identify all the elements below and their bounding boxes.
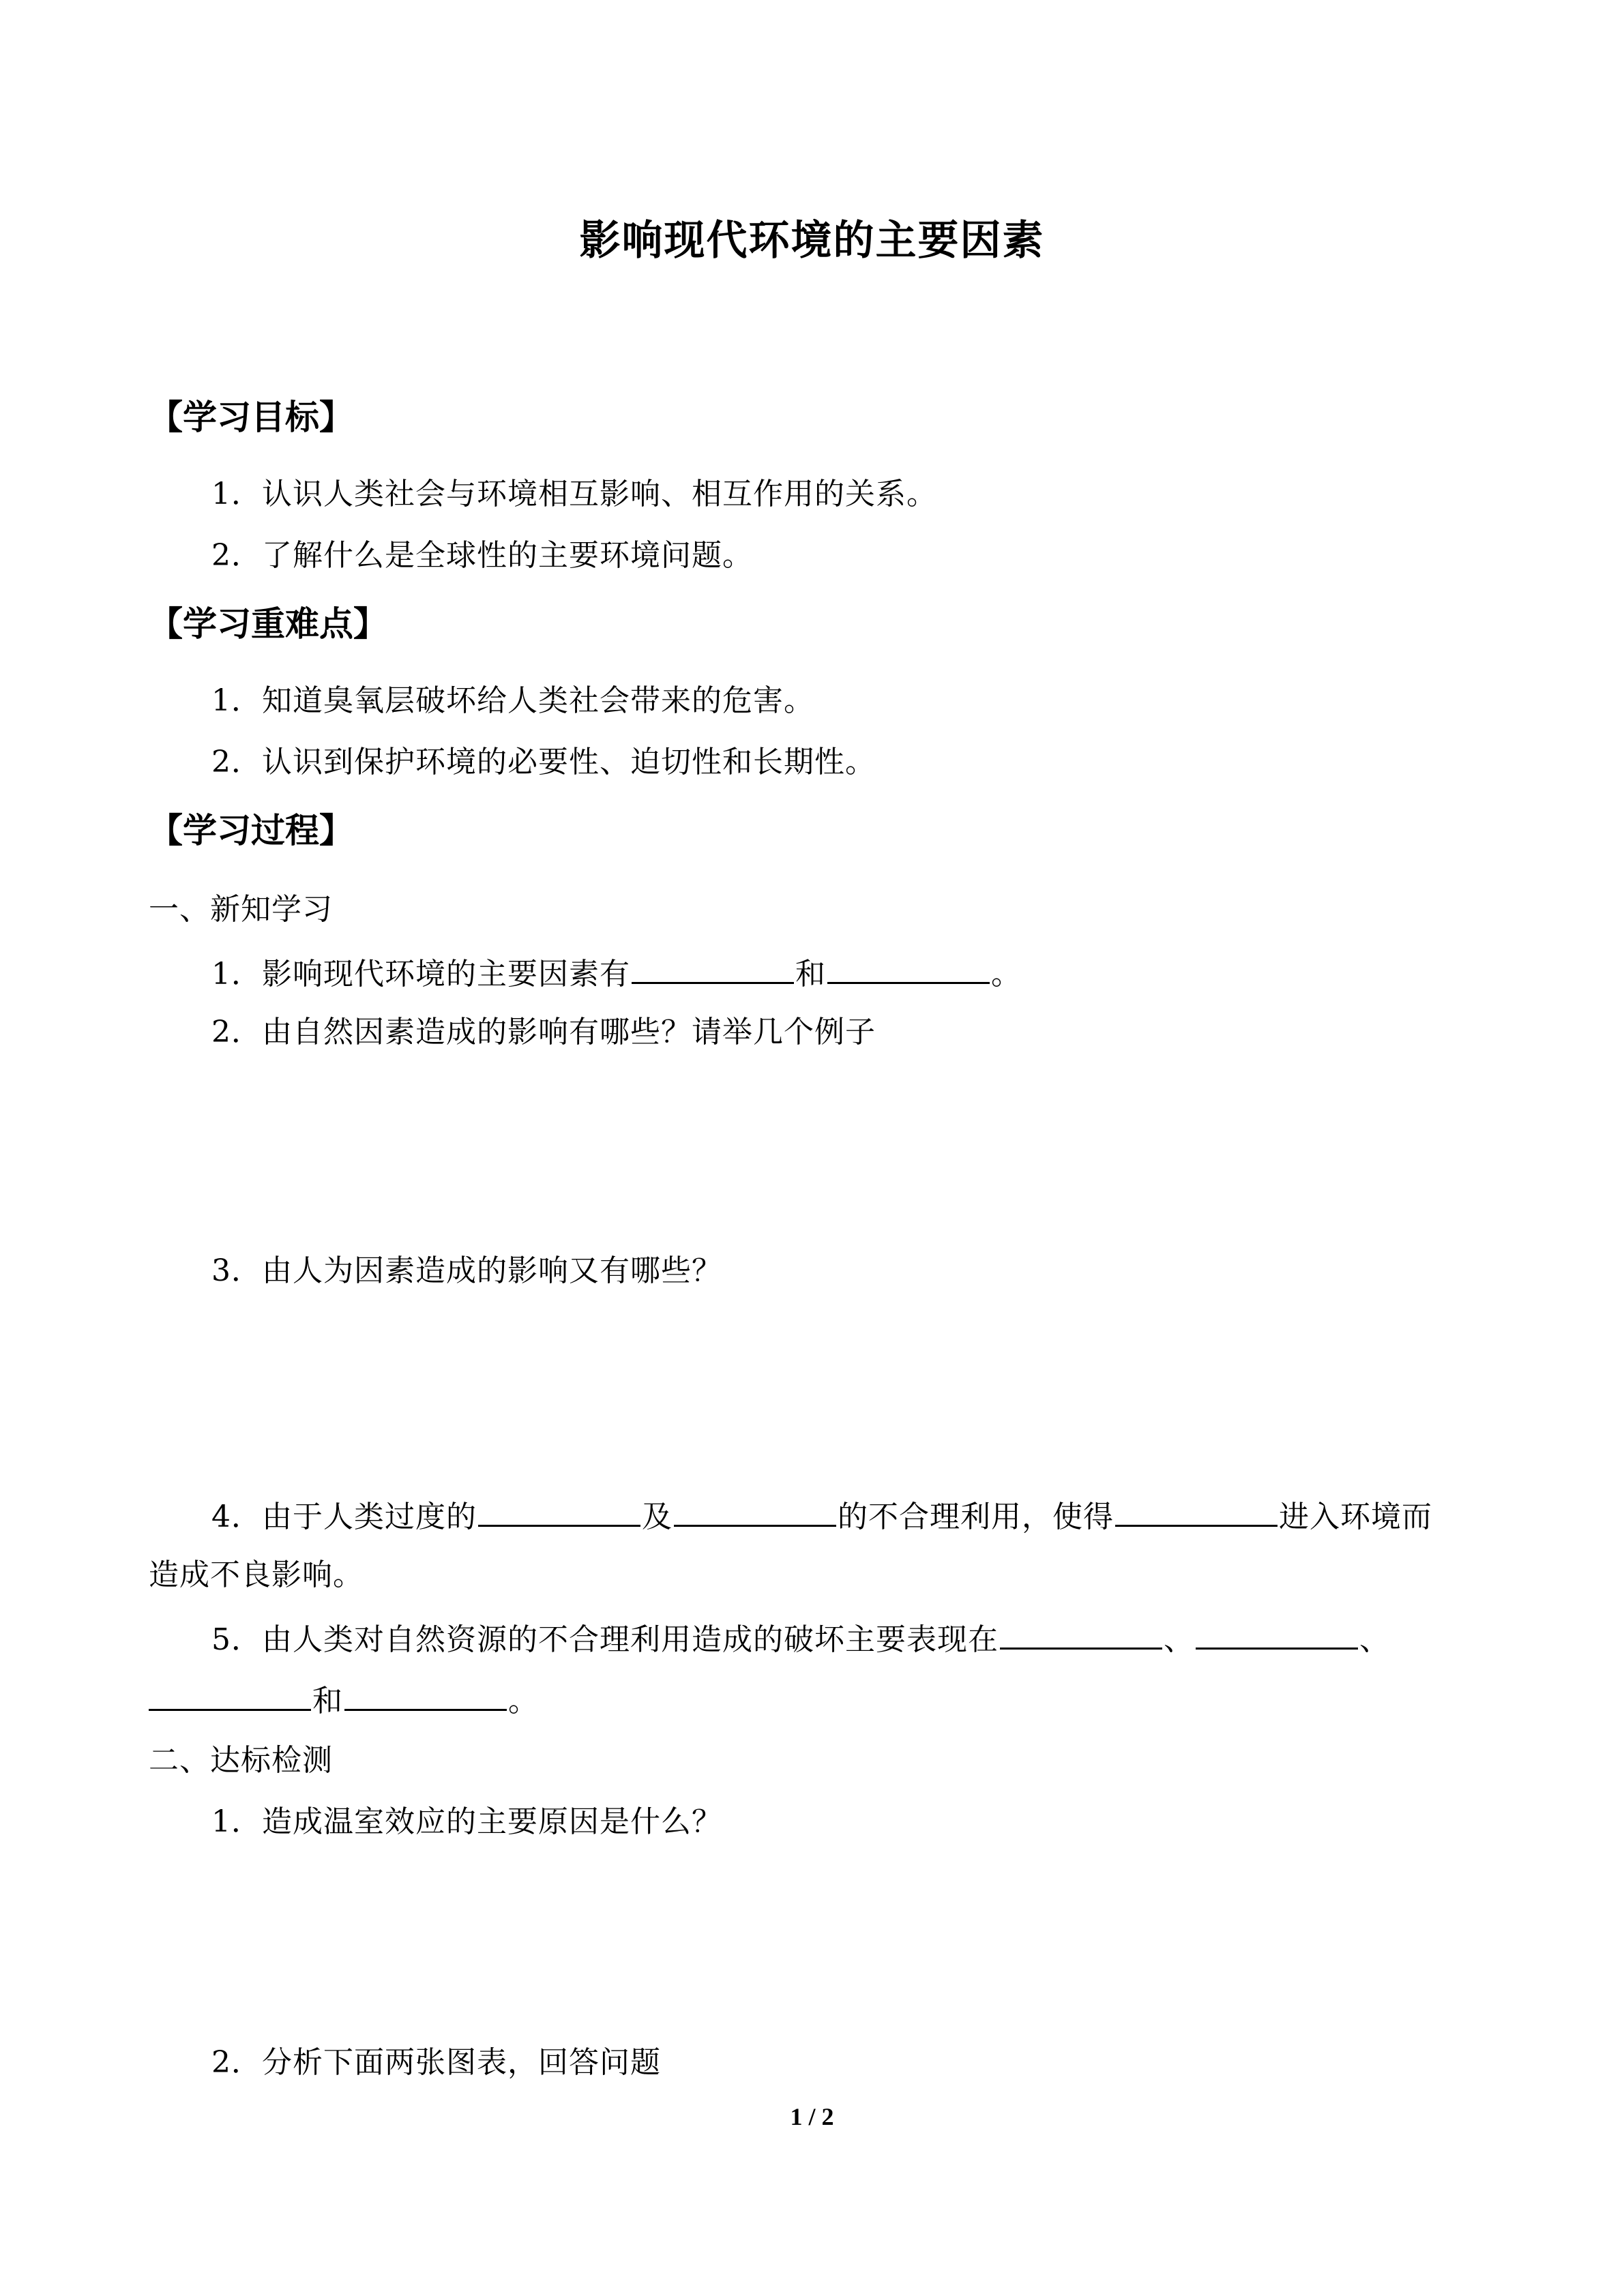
question-4 <box>211 1493 1432 1538</box>
question-text: 进入环境而 <box>1279 1500 1432 1534</box>
key-point-item: 2．认识到保护环境的必要性、迫切性和长期性。 <box>211 745 876 779</box>
answer-blank[interactable] <box>1115 1493 1278 1527</box>
question-text: 的不合理利用，使得 <box>838 1500 1114 1534</box>
question-text: 、 <box>1164 1622 1194 1657</box>
question-text: 4．由于人类过度的 <box>211 1500 477 1534</box>
answer-blank[interactable] <box>632 951 794 984</box>
question-3: 3．由人为因素造成的影响又有哪些？ <box>211 1253 722 1288</box>
question-5 <box>211 1616 1390 1660</box>
page-number: 1 / 2 <box>790 2103 834 2130</box>
answer-blank[interactable] <box>674 1493 836 1527</box>
answer-blank[interactable] <box>1196 1616 1358 1650</box>
process-heading: 【学习过程】 <box>149 810 353 850</box>
part2-heading: 二、达标检测 <box>149 1743 333 1778</box>
objectives-heading: 【学习目标】 <box>149 397 353 437</box>
question-text: 和 <box>312 1684 343 1718</box>
check-question-1: 1．造成温室效应的主要原因是什么？ <box>211 1804 722 1839</box>
answer-blank[interactable] <box>344 1678 507 1711</box>
question-text: 、 <box>1359 1622 1390 1657</box>
part1-heading: 一、新知学习 <box>149 892 333 927</box>
question-text: 1．影响现代环境的主要因素有 <box>211 957 630 992</box>
question-text: 。 <box>991 957 1022 992</box>
answer-blank[interactable] <box>827 951 990 984</box>
objective-item: 2．了解什么是全球性的主要环境问题。 <box>211 538 753 573</box>
answer-blank[interactable] <box>478 1493 640 1527</box>
key-point-item: 1．知道臭氧层破坏给人类社会带来的危害。 <box>211 683 814 718</box>
question-4-cont: 造成不良影响。 <box>149 1557 364 1592</box>
key-points-heading: 【学习重难点】 <box>149 603 387 644</box>
answer-blank[interactable] <box>1000 1616 1162 1650</box>
question-text: 5．由人类对自然资源的不合理利用造成的破坏主要表现在 <box>211 1622 999 1657</box>
objective-item: 1．认识人类社会与环境相互影响、相互作用的关系。 <box>211 477 937 511</box>
answer-blank[interactable] <box>149 1678 311 1711</box>
question-2: 2．由自然因素造成的影响有哪些？请举几个例子 <box>211 1015 876 1049</box>
question-text: 。 <box>508 1684 539 1718</box>
page-title: 影响现代环境的主要因素 <box>579 217 1045 265</box>
check-question-2: 2．分析下面两张图表，回答问题 <box>211 2045 661 2080</box>
question-text: 和 <box>795 957 826 992</box>
question-1 <box>211 951 1022 995</box>
question-5-cont <box>149 1678 539 1722</box>
question-text: 及 <box>642 1500 673 1534</box>
